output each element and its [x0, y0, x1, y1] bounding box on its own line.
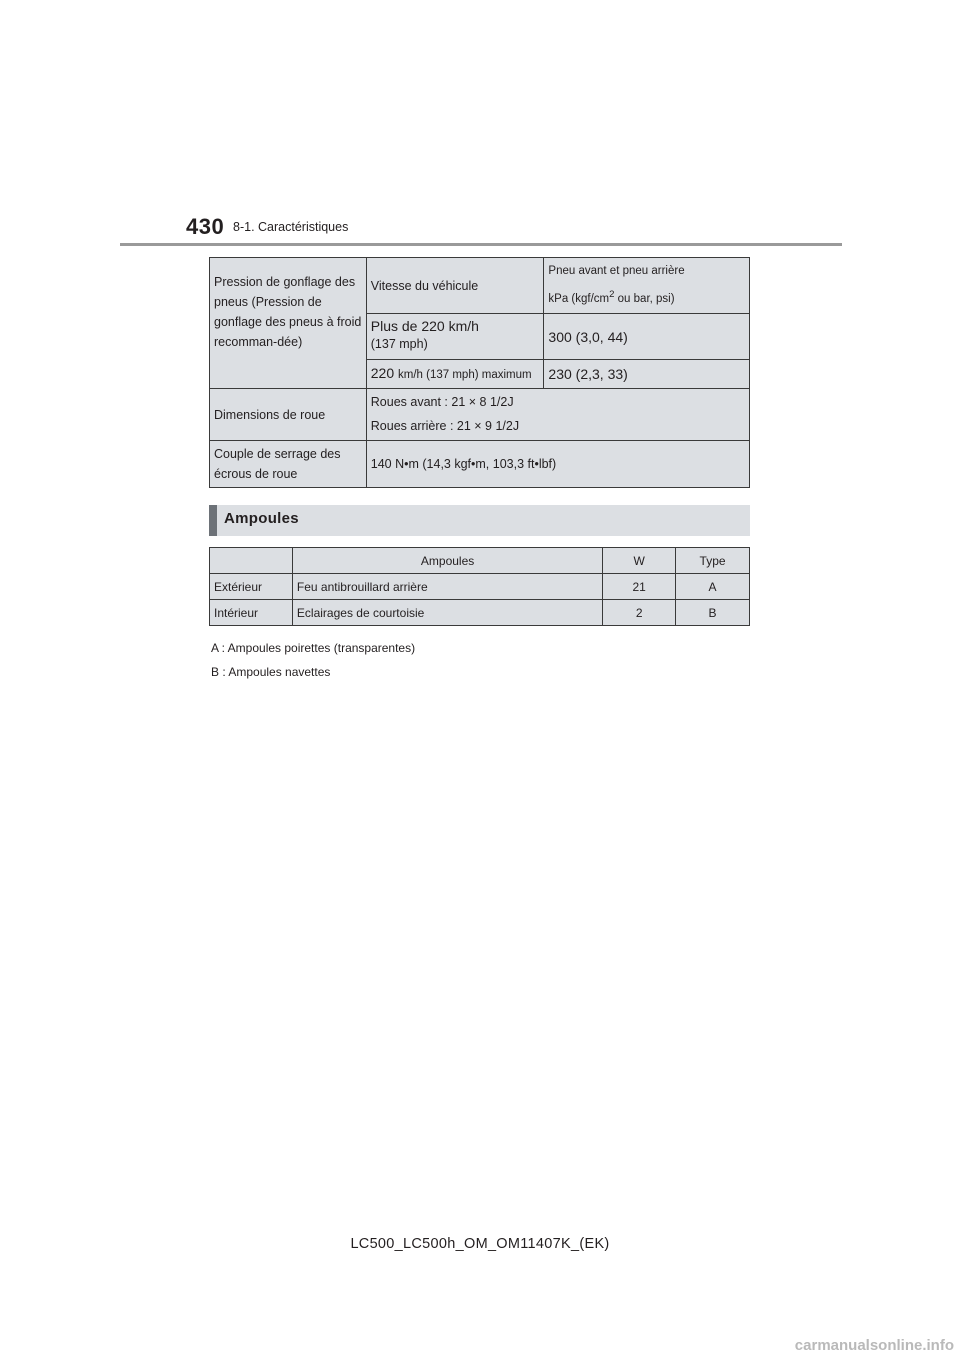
- page-number: 430: [186, 214, 225, 239]
- row2-speed: 220 km/h (137 mph) maximum: [366, 360, 544, 389]
- pressure-label: Pression de gonflage des pneus (Pression de gonflage des pneus à froid recomman-dée): [210, 258, 367, 389]
- bulb-name: Eclairages de courtoisie: [292, 600, 602, 626]
- bulb-watt: 2: [603, 600, 676, 626]
- wheel-front: Roues avant : 21 × 8 1/2J: [370, 395, 514, 409]
- note-b: B : Ampoules navettes: [211, 665, 331, 679]
- bulb-type: B: [676, 600, 750, 626]
- bulb-location: Extérieur: [210, 574, 293, 600]
- wheel-dimensions-label: Dimensions de roue: [210, 389, 367, 441]
- row2-pressure-value: 230 (2,3, 33): [544, 360, 750, 389]
- bulbs-header-empty: [210, 548, 293, 574]
- heading-accent: [209, 505, 217, 536]
- table-row: [210, 600, 750, 626]
- wheel-dimensions-values: [366, 389, 749, 441]
- tire-header-line2: kPa ($kgf/cm^2$ ou bar, psi): [548, 289, 675, 305]
- bulb-watt: 21: [603, 574, 676, 600]
- table-row: [210, 574, 750, 600]
- bulbs-header-w: W: [603, 548, 676, 574]
- section-label: 8-1. Caractéristiques: [233, 220, 349, 234]
- tire-header: [544, 258, 750, 314]
- wheel-rear: Roues arrière : 21 × 9 1/2J: [370, 419, 520, 433]
- watermark: carmanualsonline.info: [794, 1337, 954, 1354]
- bulbs-header-type: Type: [676, 548, 750, 574]
- bulbs-header-name: Ampoules: [292, 548, 602, 574]
- tire-header-line1: Pneu avant et pneu arrière: [548, 265, 685, 277]
- bulbs-heading: [209, 505, 750, 536]
- bulbs-table: [209, 547, 750, 626]
- bulb-type: A: [676, 574, 750, 600]
- bulb-name: Feu antibrouillard arrière: [292, 574, 602, 600]
- header-rule: [120, 243, 842, 246]
- row1-pressure-value: 300 (3,0, 44): [544, 314, 750, 360]
- bulbs-heading-text: Ampoules: [224, 510, 299, 527]
- speed-header: Vitesse du véhicule: [366, 258, 544, 314]
- bulb-location: Intérieur: [210, 600, 293, 626]
- torque-label: Couple de serrage des écrous de roue: [210, 441, 367, 488]
- note-a: A : Ampoules poirettes (transparentes): [211, 641, 416, 655]
- document-code: LC500_LC500h_OM_OM11407K_(EK): [350, 1236, 610, 1252]
- torque-value: 140 N•m (14,3 kgf•m, 103,3 ft•lbf): [366, 441, 749, 488]
- tire-spec-table: [209, 257, 750, 488]
- row1-speed: Plus de 220 km/h (137 mph): [366, 314, 544, 360]
